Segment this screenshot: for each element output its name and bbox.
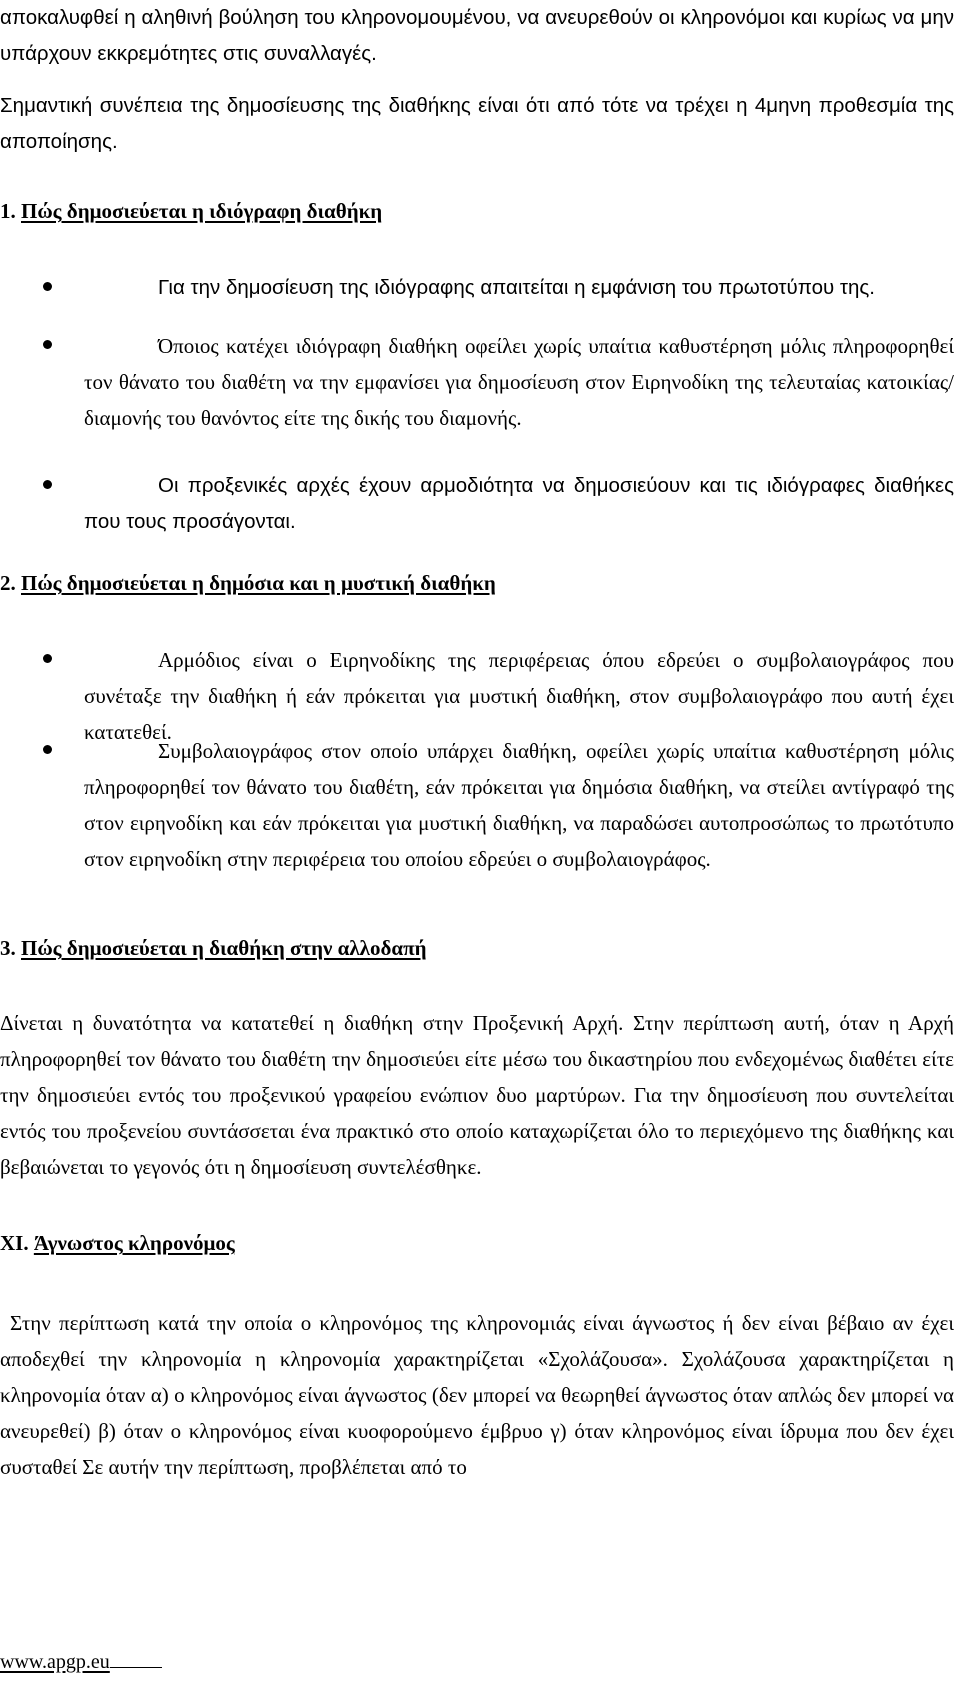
section-2-number: 2. <box>0 571 16 595</box>
bullet-icon <box>43 340 52 349</box>
bullet-icon <box>43 745 52 754</box>
section-3-paragraph: Δίνεται η δυνατότητα να κατατεθεί η διαθήκη στην Προξενική Αρχή. Στην περίπτωση αυτή, όταν η Αρχή πληροφορηθεί τον θάνατο του διαθέτη την δημοσιεύει είτε μέσω του δικαστηρίου που ενδεχομένως διαθέτει είτε την δημοσιεύει εντός του προξενικού γραφείου ενώπιον δυο μαρτύρων. Για την δημοσίευση που συντελείται εντός του προξενείου συντάσσεται ένα πρακτικό στο οποίο καταχωρίζεται όλο το περιεχόμενο της διαθήκης και βεβαιώνεται το γεγονός ότι η δημοσίευση συντελέσθηκε. <box>0 1011 954 1179</box>
footer-url[interactable]: www.apgp.eu <box>0 1651 110 1673</box>
section-11-title: Άγνωστος κληρονόμος <box>33 1231 235 1255</box>
bullet-icon <box>43 480 52 489</box>
section-2-item-1: Αρμόδιος είναι ο Ειρηνοδίκης της περιφέρειας όπου εδρεύει ο συμβολαιογράφος που συνέταξε την διαθήκη ή εάν πρόκειται για μυστική διαθήκη, στον συμβολαιογράφο που αυτή έχει κατατεθεί. <box>84 648 954 744</box>
section-2-heading <box>0 568 496 598</box>
section-11-paragraph: Στην περίπτωση κατά την οποία ο κληρονόμος της κληρονομιάς είναι άγνωστος ή δεν είναι βέβαιο αν έχει αποδεχθεί την κληρονομία η κληρονομία χαρακτηρίζεται «Σχολάζουσα». Σχολάζουσα χαρακτηρίζεται η κληρονομία όταν α) ο κληρονόμος είναι άγνωστος (δεν μπορεί να θεωρηθεί άγνωστος όταν απλώς δεν μπορεί να ανευρεθεί) β) όταν ο κληρονόμος είναι κυοφορούμενο έμβρυο γ) όταν κληρονόμος είναι ίδρυμα που δεν έχει συσταθεί Σε αυτήν την περίπτωση, προβλέπεται από το <box>0 1311 954 1479</box>
section-1-title: Πώς δημοσιεύεται η ιδιόγραφη διαθήκη <box>21 199 383 223</box>
section-2-item-2: Συμβολαιογράφος στον οποίο υπάρχει διαθήκη, οφείλει χωρίς υπαίτια καθυστέρηση μόλις πληροφορηθεί τον θάνατο του διαθέτη, εάν πρόκειται για δημόσια διαθήκη, να στείλει αντίγραφό της στον ειρηνοδίκη και εάν πρόκειται για μυστική διαθήκη, να παραδώσει αυτοπροσώπως το πρωτότυπο στον ειρηνοδίκη στην περιφέρεια του οποίου εδρεύει ο συμβολαιογράφος. <box>84 739 954 871</box>
section-2-title: Πώς δημοσιεύεται η δημόσια και η μυστική διαθήκη <box>21 571 496 595</box>
section-1-heading <box>0 196 382 226</box>
footer <box>0 1648 162 1676</box>
bullet-icon <box>43 282 52 291</box>
section-3-number: 3. <box>0 936 16 960</box>
section-1-item-2: Όποιος κατέχει ιδιόγραφη διαθήκη οφείλει χωρίς υπαίτια καθυστέρηση μόλις πληροφορηθεί τον θάνατο του διαθέτη να την εμφανίσει για δημοσίευση στον Ειρηνοδίκη της τελευταίας κατοικίας/διαμονής του θανόντος είτε της δικής του διαμονής. <box>84 334 954 430</box>
bullet-icon <box>43 654 52 663</box>
section-3-title: Πώς δημοσιεύεται η διαθήκη στην αλλοδαπή <box>21 936 427 960</box>
section-1-number: 1. <box>0 199 16 223</box>
section-11-number: XI. <box>0 1231 29 1255</box>
section-1-item-3: Οι προξενικές αρχές έχουν αρμοδιότητα να δημοσιεύουν και τις ιδιόγραφες διαθήκες που τους προσάγονται. <box>84 474 954 533</box>
footer-underline <box>110 1649 162 1668</box>
section-3-heading <box>0 933 427 963</box>
intro-paragraph-1: αποκαλυφθεί η αληθινή βούληση του κληρονομουμένου, να ανευρεθούν οι κληρονόμοι και κυρίως να μην υπάρχουν εκκρεμότητες στις συναλλαγές. <box>0 6 954 65</box>
section-11-heading <box>0 1228 235 1258</box>
intro-paragraph-2: Σημαντική συνέπεια της δημοσίευσης της διαθήκης είναι ότι από τότε να τρέχει η 4μηνη προθεσμία της αποποίησης. <box>0 94 954 153</box>
section-1-item-1: Για την δημοσίευση της ιδιόγραφης απαιτείται η εμφάνιση του πρωτοτύπου της. <box>158 276 875 299</box>
